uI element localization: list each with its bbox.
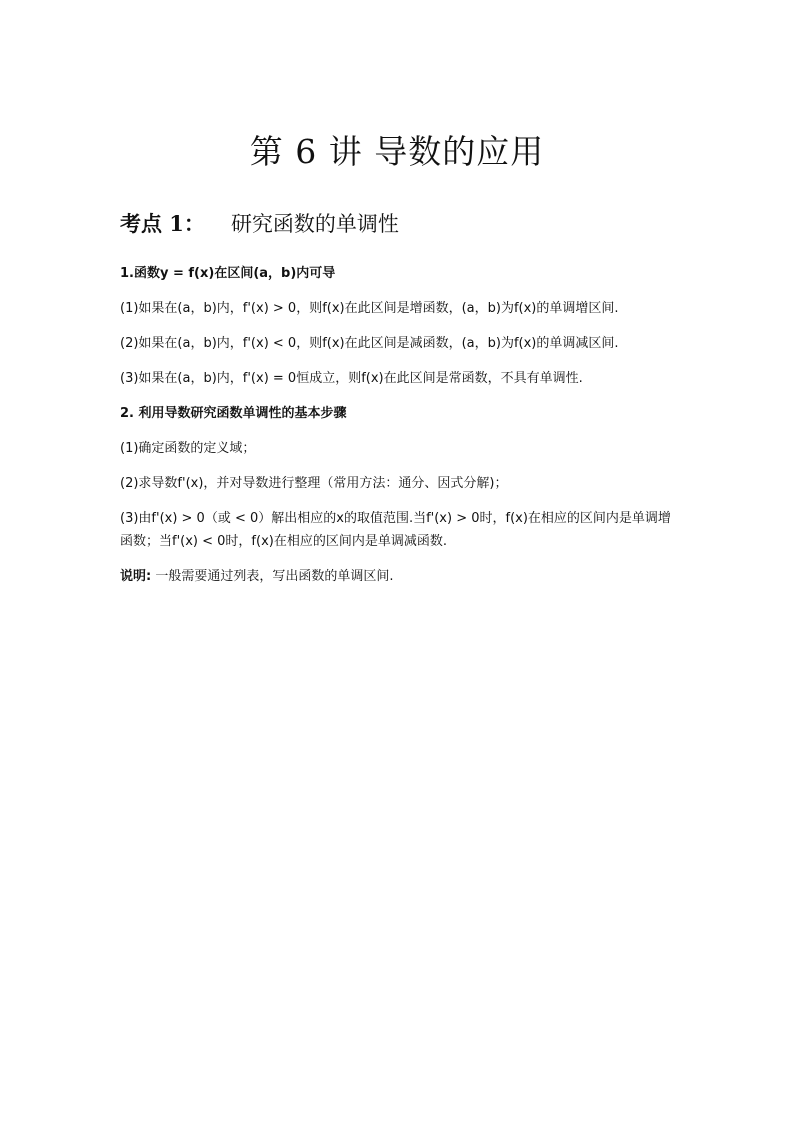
heading-steps: 2. 利用导数研究函数单调性的基本步骤 — [120, 406, 347, 421]
note-label: 说明: — [120, 569, 152, 584]
paragraph-increasing: (1)如果在(a，b)内，f'(x) > 0，则f(x)在此区间是增函数，(a，b)为f(x)的单调增区间. — [120, 301, 619, 316]
section-name: 研究函数的单调性 — [230, 212, 399, 236]
paragraph-constant: (3)如果在(a，b)内，f'(x) = 0恒成立，则f(x)在此区间是常函数，不具有单调性. — [120, 371, 583, 386]
section-label: 考点 1： — [120, 211, 205, 236]
paragraph-decreasing: (2)如果在(a，b)内，f'(x) < 0，则f(x)在此区间是减函数，(a，b)为f(x)的单调减区间. — [120, 336, 619, 351]
step-derivative: (2)求导数f'(x)，并对导数进行整理（常用方法：通分、因式分解)； — [120, 476, 508, 491]
heading-derivable: 1.函数y = f(x)在区间(a，b)内可导 — [120, 266, 336, 281]
step-domain: (1)确定函数的定义域； — [120, 441, 256, 456]
note-text: 一般需要通过列表，写出函数的单调区间. — [151, 569, 394, 584]
document-content — [120, 262, 680, 600]
step-solve: (3)由f'(x) > 0（或 < 0）解出相应的x的取值范围.当f'(x) > 0时，f(x)在相应的区间内是单调增函数；当f'(x) < 0时，f(x)在相应的区间内是单调减函数. — [120, 511, 671, 549]
note — [120, 565, 680, 588]
section-heading — [120, 208, 399, 240]
page-title: 第 6 讲 导数的应用 — [249, 132, 545, 171]
